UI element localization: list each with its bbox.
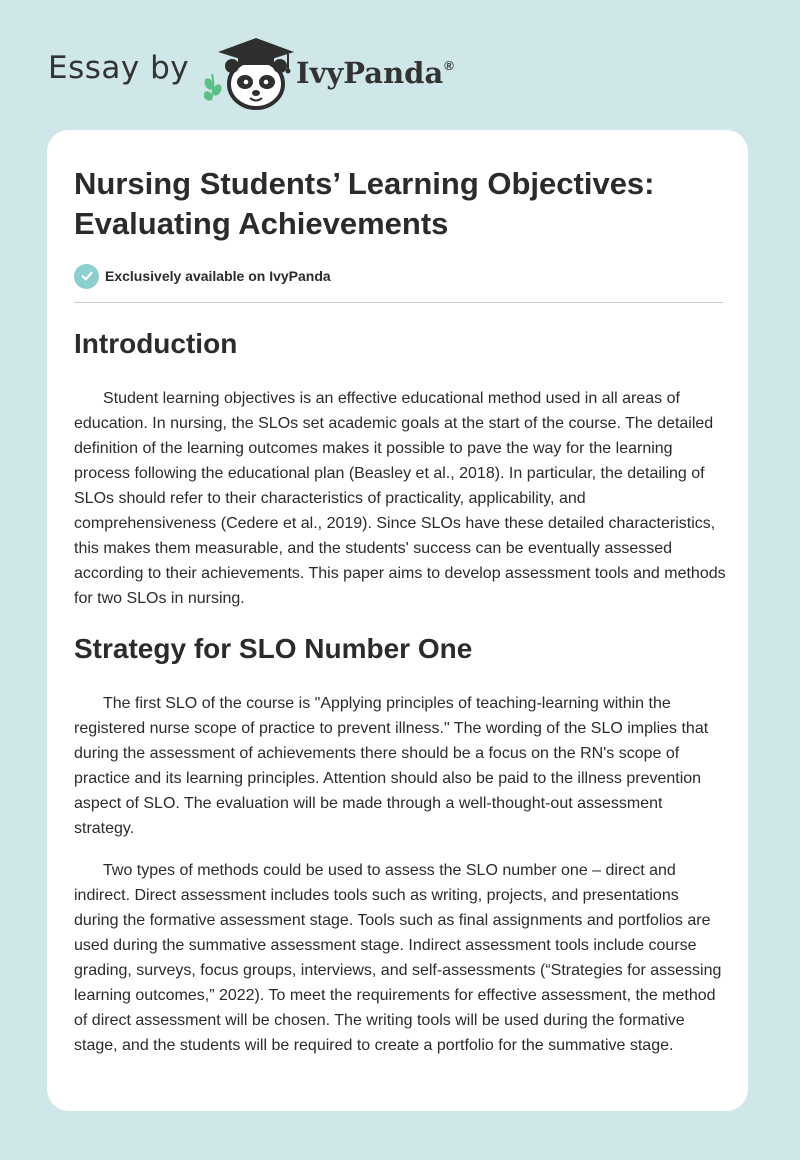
panda-graduation-cap-icon[interactable] (204, 34, 296, 110)
section-heading-strategy: Strategy for SLO Number One (74, 633, 473, 664)
section-heading-introduction: Introduction (74, 328, 238, 359)
paragraph: Two types of methods could be used to assess the SLO number one – direct and indirect. Direct assessment includes tools such as writing, projects, and presentations during the formative assessment stage. Tools such as final assignments and portfolios are used during the summative assessment stage. Indirect assessment tools include course grading, surveys, focus groups, interviews, and self-assessments (“Strategies for assessing learning outcomes,” 2022). To meet the requirements for effective assessment, the method of direct assessment will be chosen. The writing tools will be used during the formative stage, and the students will be required to create a portfolio for the summative stage. (74, 862, 722, 1054)
exclusive-badge (74, 263, 331, 289)
check-circle-icon (74, 264, 99, 289)
paragraph: Student learning objectives is an effective educational method used in all areas of education. In nursing, the SLOs set academic goals at the start of the course. The detailed definition of the learning outcomes makes it possible to pave the way for the learning process following the educational plan (Beasley et al., 2018). In particular, the detailing of SLOs should refer to their characteristics of practicality, applicability, and comprehensiveness (Cedere et al., 2019). Since SLOs have these detailed characteristics, this makes them measurable, and the students' success can be eventually assessed according to their achievements. This paper aims to develop assessment tools and methods for two SLOs in nursing. (74, 390, 726, 607)
brand-label: IvyPanda (296, 56, 444, 90)
registered-mark: ® (444, 58, 454, 73)
site-header (48, 34, 508, 114)
paragraph: The first SLO of the course is "Applying principles of teaching-learning within the registered nurse scope of practice to prevent illness." The wording of the SLO implies that during the assessment of achievements there should be a focus on the RN's scope of practice and its learning principles. Attention should also be paid to the illness prevention aspect of SLO. The evaluation will be made through a well-thought-out assessment strategy. (74, 695, 709, 837)
title-divider (74, 302, 723, 303)
leaf-icon (204, 74, 223, 102)
essay-card (47, 130, 748, 1111)
brand-name[interactable] (296, 56, 454, 90)
essay-title: Nursing Students’ Learning Objectives: Evaluating Achievements (74, 166, 655, 241)
exclusive-badge-label: Exclusively available on IvyPanda (105, 268, 331, 284)
essay-by-label: Essay by (48, 50, 190, 86)
essay-body (74, 320, 726, 1058)
